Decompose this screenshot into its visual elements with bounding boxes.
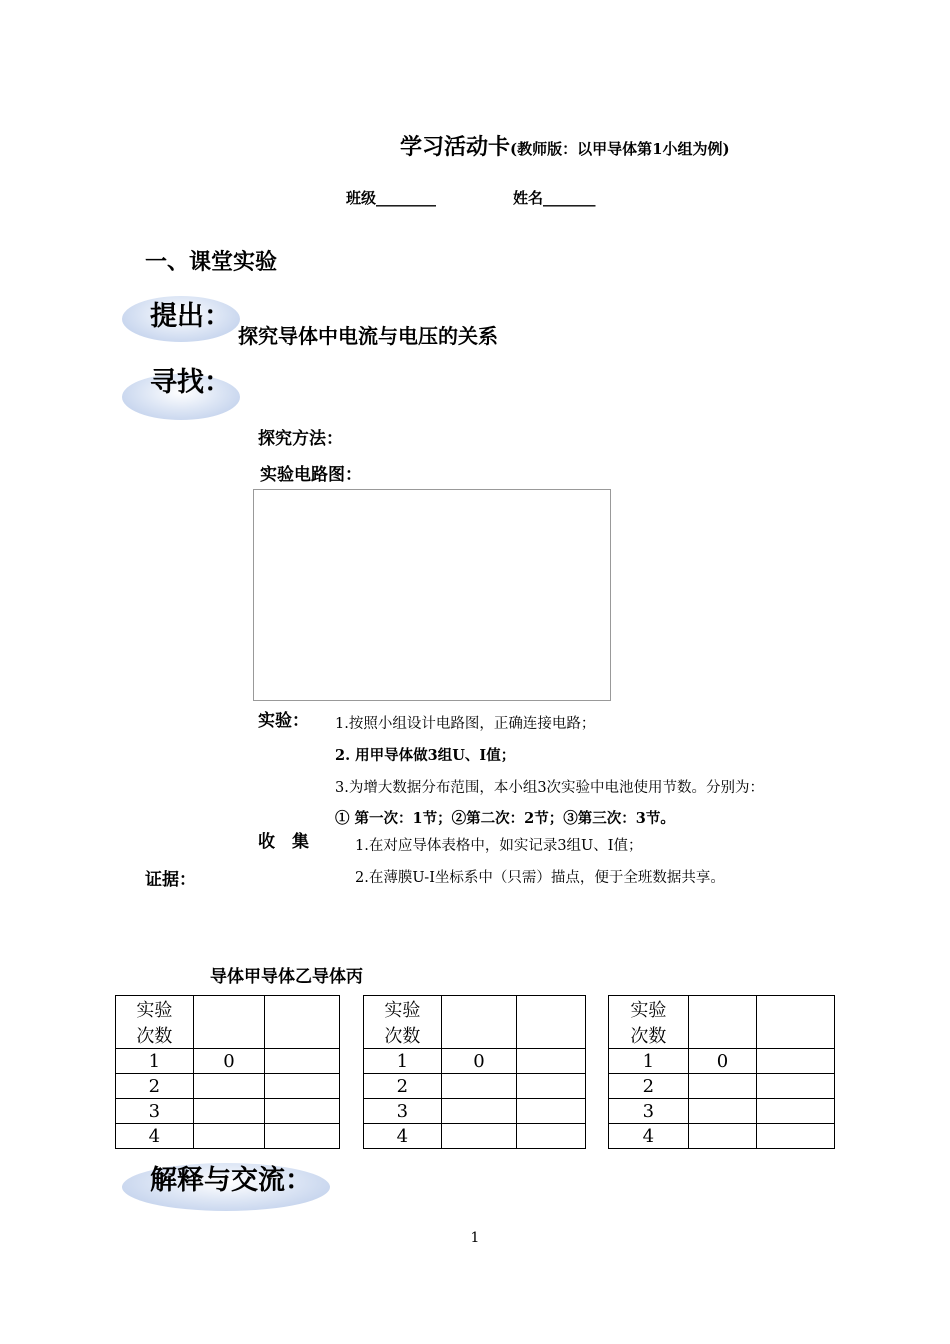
row-u <box>441 1099 517 1124</box>
row-i <box>517 1049 586 1074</box>
header-cell: 实验 次数 <box>364 996 442 1049</box>
row-i <box>265 1124 340 1149</box>
row-u: 0 <box>441 1049 517 1074</box>
row-no: 3 <box>609 1099 689 1124</box>
row-no: 3 <box>364 1099 442 1124</box>
row-i <box>757 1049 835 1074</box>
experiment-step-2: 2. 用甲导体做3组U、I值； <box>335 747 516 764</box>
name-blank: _______ <box>543 189 596 207</box>
row-no: 2 <box>364 1074 442 1099</box>
row-no: 4 <box>609 1124 689 1149</box>
circuit-label: 实验电路图： <box>260 465 362 485</box>
experiment-step-1: 1.按照小组设计电路图，正确连接电路； <box>335 716 596 732</box>
row-u <box>441 1124 517 1149</box>
row-i <box>265 1074 340 1099</box>
row-no: 1 <box>609 1049 689 1074</box>
table-conductor-b <box>363 995 586 1149</box>
row-i <box>517 1099 586 1124</box>
experiment-step-3: 3.为增大数据分布范围，本小组3次实验中电池使用节数。分别为： <box>335 780 765 796</box>
explain-label: 解释与交流： <box>150 1165 312 1196</box>
collect-label: 收 集 <box>258 832 309 852</box>
title-main: 学习活动卡 <box>400 134 511 160</box>
class-label: 班级 <box>346 189 377 207</box>
research-topic: 探究导体中电流与电压的关系 <box>238 324 498 348</box>
row-u <box>193 1099 265 1124</box>
row-u <box>688 1074 757 1099</box>
row-no: 4 <box>364 1124 442 1149</box>
collect-step-2: 2.在薄膜U-I坐标系中（只需）描点，便于全班数据共享。 <box>355 870 725 886</box>
row-no: 1 <box>364 1049 442 1074</box>
section-heading: 一、课堂实验 <box>145 249 278 275</box>
evidence-label: 证据： <box>145 870 196 890</box>
table-conductor-c <box>608 995 835 1149</box>
page-number: 1 <box>470 1230 480 1246</box>
header-cell-u <box>193 996 265 1049</box>
row-i <box>757 1099 835 1124</box>
row-i <box>757 1124 835 1149</box>
row-u <box>441 1074 517 1099</box>
search-label: 寻找： <box>150 367 231 398</box>
header-cell-i <box>757 996 835 1049</box>
row-i <box>757 1074 835 1099</box>
row-i <box>517 1074 586 1099</box>
row-i <box>265 1049 340 1074</box>
row-no: 2 <box>609 1074 689 1099</box>
name-field <box>513 187 596 208</box>
row-no: 3 <box>116 1099 194 1124</box>
row-u <box>688 1124 757 1149</box>
header-cell-i <box>517 996 586 1049</box>
row-u: 0 <box>688 1049 757 1074</box>
name-label: 姓名 <box>513 189 544 207</box>
header-cell-i <box>265 996 340 1049</box>
title-subtitle: (教师版：以甲导体第1小组为例) <box>510 140 730 158</box>
header-cell-u <box>688 996 757 1049</box>
class-blank: ________ <box>376 189 437 207</box>
experiment-label: 实验： <box>258 711 309 731</box>
row-i <box>265 1099 340 1124</box>
row-no: 1 <box>116 1049 194 1074</box>
row-no: 4 <box>116 1124 194 1149</box>
row-i <box>517 1124 586 1149</box>
row-u <box>193 1074 265 1099</box>
header-cell-u <box>441 996 517 1049</box>
tables-caption: 导体甲导体乙导体丙 <box>210 967 363 987</box>
class-field <box>346 187 436 208</box>
row-u <box>193 1124 265 1149</box>
page-title <box>400 130 730 161</box>
table-conductor-a <box>115 995 340 1149</box>
row-u <box>688 1099 757 1124</box>
propose-label: 提出： <box>150 301 231 332</box>
header-cell: 实验 次数 <box>609 996 689 1049</box>
header-cell: 实验 次数 <box>116 996 194 1049</box>
row-no: 2 <box>116 1074 194 1099</box>
experiment-step-4: ① 第一次：1节；②第二次：2节；③第三次：3节。 <box>335 810 675 827</box>
method-label: 探究方法： <box>258 429 343 449</box>
row-u: 0 <box>193 1049 265 1074</box>
collect-step-1: 1.在对应导体表格中，如实记录3组U、I值； <box>355 838 643 854</box>
circuit-diagram-box <box>253 489 611 701</box>
